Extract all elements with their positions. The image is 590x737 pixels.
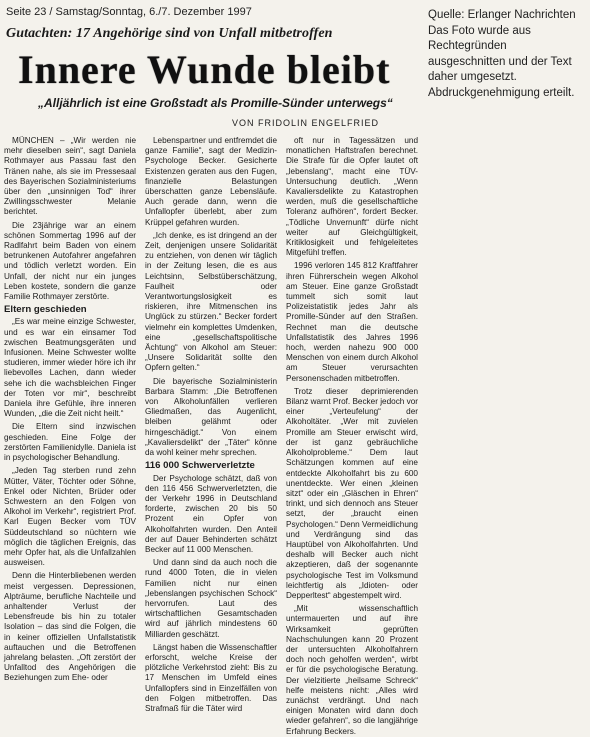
article-column-1 [4, 136, 136, 683]
article-paragraph: oft nur in Tagessätzen und monatlichen Haftstrafen berechnet. Die Strafe für die Opfer lautet oft „lebenslang“, macht eine TÜV-Untersuchung deutlich. „Wenn Kavaliersdelikte zu Katastrophen werden, muß die gesellschaftliche Toleranz aufhören“, fordert Becker. „Tödliche Unvernunft“ dürfe nicht weiter auf Gleichgültigkeit, Kritiklosigkeit und fehlgeleitetes Mitgefühl treffen. [286, 136, 418, 258]
article-subhead: „Alljährlich ist eine Großstadt als Promille-Sünder unterwegs“ [38, 96, 393, 110]
article-paragraph: Trotz dieser deprimierenden Bilanz warnt Prof. Becker jedoch vor einer „Verteufelung“ der Alkoholtäter. „Wer mit zuvielen Promille am Steuer erwischt wird, der ist ganz gebräuchliche Alkoholprobleme.“ Dem laut Schätzungen kommen auf eine entdeckte Alkoholfahrt bis zu 600 unentdeckte. Wer einen „kleinen sitzt“ oder ein „Gläschen in Ehren“ trinkt, und sich dennoch ans Steuer setzt, der „braucht einen Psychologen.“ Denn Vermeidlichung und Verdrängung sind das Hauptübel von Alkoholfahrten. Und deshalb will Becker auch nicht akzeptieren, daß der sogenannte psychologische Test im Volksmund leichtfertig als „Idioten- oder Depperltest“ abgestempelt wird. [286, 386, 418, 600]
article-paragraph: „Ich denke, es ist dringend an der Zeit, denjenigen unsere Solidarität zu entziehen, von denen wir täglich in der Zeitung lesen, die es aus Leichtsinn, Selbstüberschätzung, Faulheit oder Verantwortungslosigkeit es riskieren, ihre Mitmenschen ins Unglück zu stürzen.“ Becker fordert vielmehr ein komplettes Umdenken, eine „gesellschaftspolitische Ächtung“ von Alkohol am Steuer: „Unsere Solidarität sollte den Opfern gelten.“ [145, 230, 277, 373]
article-paragraph: Lebenspartner und entfremdet die ganze Familie“, sagt der Medizin-Psychologe Becker. Gesicherte Existenzen geraten aus den Fugen, finanzielle Belastungen überschatten ganze Lebensläufe. Auch gerade dann, wenn die Unfallopfer überlebt, aber zum Krüppel gefahren wurden. [145, 136, 277, 227]
article-paragraph: Längst haben die Wissenschaftler erforscht, welche Kreise der plötzliche Verkehrstod zieht: Bis zu 17 Menschen im Umfeld eines Unfallopfers sind in Einzelfällen von den Folgen mitbetroffen. Das Strafmaß für die Täter wird [145, 642, 277, 713]
article-paragraph: Denn die Hinterbliebenen werden meist vergessen. Depressionen, Alpträume, berufliche Nachteile und anhaltender Verlust der Lebensfreude bis hin zu totaler Isolation – das sind die Folgen, die in keiner offiziellen Unfallstatistik auftauchen und die Betroffenen jahrelang belasten. „Oft zerstört der Unfalltod des Angehörigen die Beziehungen zum Ehe- oder [4, 571, 136, 683]
article-paragraph: „Mit wissenschaftlich untermauerten und auf ihre Wirksamkeit geprüften Nachschulungen kann 20 Prozent der untersuchten Alkoholfahrern doch noch geholfen werden“, wirbt er für die psychologische Beratung. Der vielzitierte „heilsame Schreck“ helfe meistens nicht: „Alles wird zunächst verdrängt. Und nach einigen Monaten wird dann doch wieder gefahren“, so die langjährige Erfahrung Beckers. [286, 604, 418, 736]
article-byline: VON FRIDOLIN ENGELFRIED [232, 118, 380, 128]
article-paragraph: „Jeden Tag sterben rund zehn Mütter, Väter, Töchter oder Söhne, Enkel oder Nichten, Brüder oder Schwestern an den Folgen von Alkohol im Verkehr“, registriert Prof. Karl Eugen Becker vom TÜV Süddeutschland so nüchtern wie möglich die täglichen Ereignis, das mehr Opfer hat, als die Unfallzahlen ausweisen. [4, 466, 136, 568]
source-note: Quelle: Erlanger Nachrichten Das Foto wurde aus Rechtegründen ausgeschnitten und der Text daher umgesetzt. Abdruckgenehmigung erteilt. [428, 9, 576, 99]
article-paragraph: „Es war meine einzige Schwester, und es war ein einsamer Tod zwischen Beatmungsgeräten und Infusionen. Meine Schwester wollte studieren, immer wieder höre ich ihr liebevolles Lachen, dann wieder sehe ich die wachsbleichen Finger der Toten vor mir“, beschreibt Daniela ihre Gefühle, ihre inneren Wunden, „die die Zeit nicht heilt.“ [4, 317, 136, 419]
article-paragraph: MÜNCHEN – „Wir werden nie mehr dieselben sein“, sagt Daniela Rothmayer aus Passau fast den Tränen nahe, als sie im Pressesaal des Bayerischen Sozialministeriums über den „unsinnigen Tod“ ihrer Zwillingsschwester Melanie berichtet. [4, 136, 136, 217]
section-heading: 116 000 Schwerverletzte [145, 460, 255, 472]
article-paragraph: 1996 verloren 145 812 Kraftfahrer ihren Führerschein wegen Alkohol am Steuer. Eine ganze Großstadt tummelt sich somit laut Polizeistatistik jedes Jahr als Promille-Sünder auf den Straßen. Rechnet man die deutsche Unfallstatistik des Jahres 1996 hoch, werden nahezu 900 000 Menschen von einem durch Alkohol am Steuer verursachten Personenschaden mitbetroffen. [286, 261, 418, 383]
article-paragraph: Der Psychologe schätzt, daß von den 116 456 Schwerverletzten, die der Verkehr 1996 in Deutschland forderte, zwischen 20 bis 50 Prozent ein Opfer von Alkoholfahrten wurden. Den Anteil der auf Dauer Behinderten schätzt Becker auf 11 000 Menschen. [145, 473, 277, 554]
article-headline: Innere Wunde bleibt [18, 47, 391, 92]
article-overline: Gutachten: 17 Angehörige sind von Unfall mitbetroffen [6, 26, 333, 41]
article-column-3 [286, 136, 418, 736]
article-paragraph: Und dann sind da auch noch die rund 4000 Toten, die in vielen Familien nicht nur einen „lebenslangen psychischen Schock“ hervorrufen. Laut des wirtschaftlichen Gesamtschaden wird auf jährlich mindestens 60 Milliarden geschätzt. [145, 558, 277, 639]
section-heading: Eltern geschieden [4, 304, 87, 316]
article-paragraph: Die Eltern sind inzwischen geschieden. Eine Folge der zerstörten Familienidylle. Daniela ist in psychologischer Behandlung. [4, 422, 136, 463]
page-header: Seite 23 / Samstag/Sonntag, 6./7. Dezember 1997 [6, 6, 252, 18]
article-paragraph: Die 23jährige war an einem schönen Sommertag 1996 auf der Radlfahrt beim Baden von einem betrunkenen Autofahrer angefahren und tödlich verletzt worden. Ein Unfall, der nicht nur ein junges Leben kostete, sondern die ganze Familie Rothmayer zerstörte. [4, 220, 136, 302]
article-column-2 [145, 136, 277, 713]
article-paragraph: Die bayerische Sozialministerin Barbara Stamm: „Die Betroffenen von Alkoholunfällen verlieren Gliedmaßen, das Augenlicht, bleiben gelähmt oder hirngeschädigt.“ Von einem „Kavaliersdelikt“ der „Täter“ könne da wohl keiner mehr sprechen. [145, 376, 277, 458]
